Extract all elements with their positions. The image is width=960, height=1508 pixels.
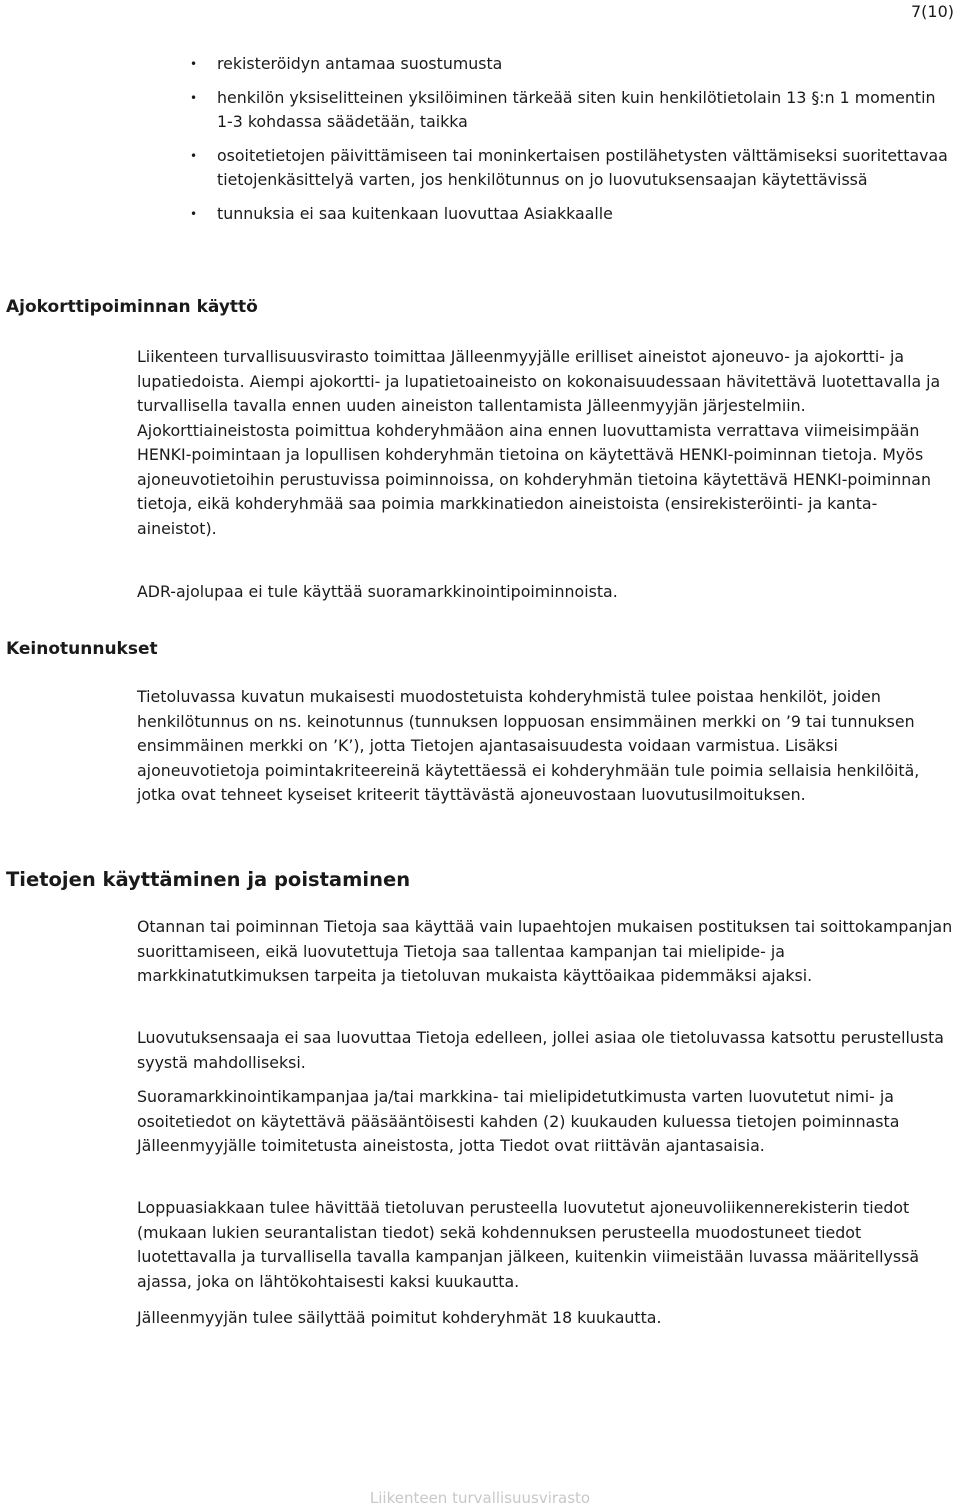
tietojen-paragraph-3: Suoramarkkinointikampanjaa ja/tai markkina- tai mielipidetutkimusta varten luovutetut nimi- ja osoitetiedot on käytettävä pääsääntöisesti kahden (2) kuukauden kuluessa tietojen poiminnasta Jälleenmyyjälle toimitetusta aineistosta, jotta Tiedot ovat riittävän ajantasaisia.	[137, 1087, 900, 1155]
footer-text: Liikenteen turvallisuusvirasto	[369, 1489, 591, 1507]
list-item	[190, 86, 952, 135]
bullet-list	[190, 52, 952, 235]
tietojen-paragraph-1: Otannan tai poiminnan Tietoja saa käyttää vain lupaehtojen mukaisen postituksen tai soittokampanjan suorittamiseen, eikä luovutettuja Tietoja saa tallentaa kampanjan tai mielipide- ja markkinatutkimuksen tarpeita ja tietoluvan mukaista käyttöaikaa pidemmäksi ajaksi.	[137, 917, 953, 985]
list-item	[190, 144, 952, 193]
section-heading-tietojen: Tietojen käyttäminen ja poistaminen	[6, 868, 411, 891]
bullet-icon: •	[190, 148, 198, 163]
bullet-icon: •	[190, 90, 198, 105]
bullet-icon: •	[190, 206, 198, 221]
list-item-text: osoitetietojen päivittämiseen tai moninkertaisen postilähetysten välttämiseksi suoritettavaa tietojenkäsittelyä varten, jos henkilötunnus on jo luovutuksensaajan käytettävissä	[217, 145, 948, 189]
section-heading-keinotunnukset: Keinotunnukset	[6, 639, 158, 659]
page-number: 7(10)	[910, 2, 954, 21]
list-item-text: henkilön yksiselitteinen yksilöiminen tärkeää siten kuin henkilötietolain 13 §:n 1 momentin 1-3 kohdassa säädetään, taikka	[217, 87, 936, 131]
section-heading-ajokortti: Ajokorttipoiminnan käyttö	[6, 297, 258, 317]
list-item-text: tunnuksia ei saa kuitenkaan luovuttaa Asiakkaalle	[217, 203, 613, 223]
tietojen-paragraph-4: Loppuasiakkaan tulee hävittää tietoluvan perusteella luovutetut ajoneuvoliikennerekisterin tiedot (mukaan lukien seurantalistan tiedot) sekä kohdennuksen perusteella muodostuneet tiedot luotettavalla ja turvallisella tavalla kampanjan jälkeen, kuitenkin viimeistään luvassa määritellyssä ajassa, joka on lähtökohtaisesti kaksi kuukautta.	[137, 1198, 920, 1291]
bullet-icon: •	[190, 57, 198, 71]
list-item-text: rekisteröidyn antamaa suostumusta	[217, 54, 503, 73]
list-item	[190, 202, 952, 227]
ajokortti-paragraph-2: ADR-ajolupaa ei tule käyttää suoramarkkinointipoiminnoista.	[137, 582, 618, 601]
list-item	[190, 52, 952, 77]
ajokortti-paragraph-1: Liikenteen turvallisuusvirasto toimittaa Jälleenmyyjälle erilliset aineistot ajoneuvo- ja ajokortti- ja lupatiedoista. Aiempi ajokortti- ja lupatietoaineisto on kokonaisuudessaan hävitettävä luotettavalla ja turvallisella tavalla ennen uuden aineiston tallentamista Jälleenmyyjän järjestelmiin. Ajokorttiaineistosta poimittua kohderyhmääon aina ennen luovuttamista verrattava viimeisimpään HENKI-poimintaan ja lopullisen kohderyhmän tietoina on käytettävä HENKI-poiminnan tietoja. Myös ajoneuvotietoihin perustuvissa poiminnoissa, on kohderyhmän tietoina käytettävä HENKI-poiminnan tietoja, eikä kohderyhmää saa poimia markkinatiedon aineistoista (ensirekisteröinti- ja kanta-aineistot).	[137, 347, 941, 538]
keinotunnukset-paragraph-1: Tietoluvassa kuvatun mukaisesti muodostetuista kohderyhmistä tulee poistaa henkilöt, joiden henkilötunnus on ns. keinotunnus (tunnuksen loppuosan ensimmäinen merkki on ’9 tai tunnuksen ensimmäinen merkki on ’K’), jotta Tietojen ajantasaisuudesta voidaan varmistua. Lisäksi ajoneuvotietoja poimintakriteereinä käytettäessä ei kohderyhmään tule poimia sellaisia henkilöitä, jotka ovat tehneet kyseiset kriteerit täyttävästä ajoneuvostaan luovutusilmoituksen.	[137, 687, 920, 804]
tietojen-paragraph-2: Luovutuksensaaja ei saa luovuttaa Tietoja edelleen, jollei asiaa ole tietoluvassa katsottu perustellusta syystä mahdolliseksi.	[137, 1028, 944, 1072]
tietojen-paragraph-5: Jälleenmyyjän tulee säilyttää poimitut kohderyhmät 18 kuukautta.	[137, 1308, 662, 1327]
